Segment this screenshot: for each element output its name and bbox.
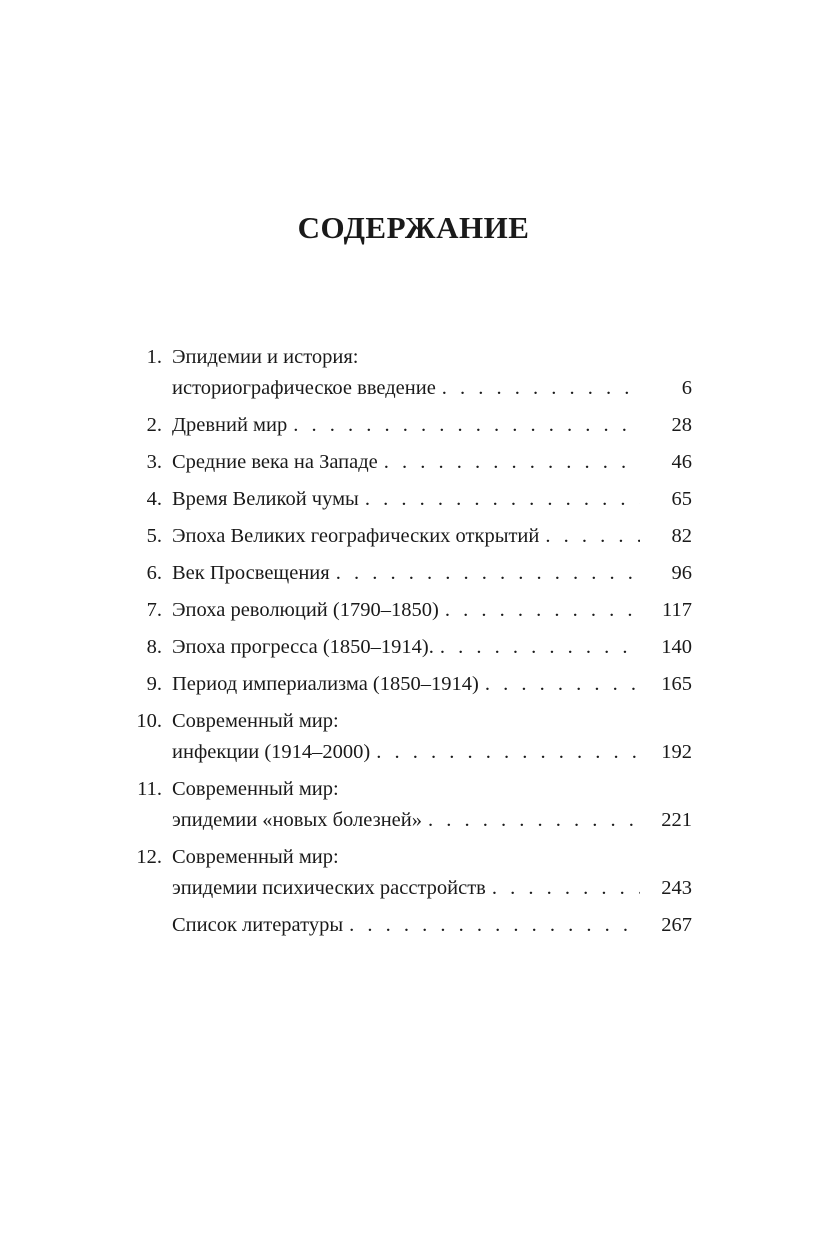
toc-entry-number: 4. [146, 488, 162, 510]
toc-entry-line [172, 805, 692, 836]
toc-entry-body [172, 706, 692, 768]
toc-entry-line [172, 774, 692, 805]
toc-entry-title: Современный мир: [172, 778, 339, 800]
toc-entry-number: 9. [146, 673, 162, 695]
dot-leader [293, 410, 640, 441]
toc-entry-number: 3. [146, 451, 162, 473]
toc-entry-line [172, 558, 692, 589]
toc-entry-page-number: 243 [661, 877, 692, 899]
toc-entry-body [172, 558, 692, 589]
toc-entry-line [172, 737, 692, 768]
toc-entry [120, 669, 692, 700]
toc-entry-title: Эпоха прогресса (1850–1914). [172, 636, 434, 658]
toc-entry-number: 10. [136, 710, 162, 732]
dot-leader [492, 873, 640, 904]
toc-entry-title: Современный мир: [172, 710, 339, 732]
toc-entry-page-number: 267 [661, 914, 692, 936]
toc-entry-title: инфекции (1914–2000) [172, 741, 371, 763]
toc-entry-page-number: 46 [671, 451, 692, 473]
dot-leader [545, 521, 640, 552]
toc-entry-body [172, 447, 692, 478]
toc-entry-page-number: 28 [671, 414, 692, 436]
toc-entry-line [172, 669, 692, 700]
toc-entry-line [172, 910, 692, 941]
toc-entry [120, 595, 692, 626]
toc-entry [120, 558, 692, 589]
toc-entry-page-number: 82 [671, 525, 692, 547]
toc-entry-title: Современный мир: [172, 846, 339, 868]
toc-entry-title: Век Просвещения [172, 562, 330, 584]
toc-entry-line [172, 706, 692, 737]
toc-entry-page-number: 165 [661, 673, 692, 695]
toc-entry [120, 447, 692, 478]
toc-entry-line [172, 342, 692, 373]
toc-entry-line [172, 484, 692, 515]
toc-entry-title: Эпоха революций (1790–1850) [172, 599, 439, 621]
toc-entry-title: Время Великой чумы [172, 488, 359, 510]
toc-entry-line [172, 873, 692, 904]
toc-entry-number: 2. [146, 414, 162, 436]
toc-entry-number: 12. [136, 846, 162, 868]
toc-entry [120, 410, 692, 441]
toc-entry-body [172, 910, 692, 941]
toc-entry [120, 706, 692, 768]
toc-entry-title: Период империализма (1850–1914) [172, 673, 479, 695]
dot-leader [428, 805, 640, 836]
toc-entry-body [172, 410, 692, 441]
toc-entry-title: Эпоха Великих географических открытий [172, 525, 540, 547]
toc-entry-page-number: 192 [661, 741, 692, 763]
toc-entry-line [172, 595, 692, 626]
toc-entry-title: Древний мир [172, 414, 288, 436]
toc-entry-line [172, 632, 692, 663]
dot-leader [485, 669, 640, 700]
dot-leader [440, 632, 640, 663]
toc-entry-body [172, 521, 692, 552]
table-of-contents [120, 342, 692, 947]
toc-entry-number: 1. [146, 346, 162, 368]
toc-entry-page-number: 6 [681, 377, 692, 399]
dot-leader [376, 737, 640, 768]
toc-entry-line [172, 447, 692, 478]
toc-entry [120, 521, 692, 552]
toc-entry-title: Список литературы [172, 914, 344, 936]
toc-entry-line [172, 373, 692, 404]
toc-entry-title: историографическое введение [172, 377, 436, 399]
dot-leader [442, 373, 640, 404]
toc-entry-title: Средние века на Западе [172, 451, 378, 473]
toc-entry-line [172, 521, 692, 552]
toc-entry [120, 910, 692, 941]
toc-entry-number: 7. [146, 599, 162, 621]
toc-entry [120, 842, 692, 904]
toc-entry-number: 5. [146, 525, 162, 547]
toc-entry [120, 774, 692, 836]
toc-entry [120, 632, 692, 663]
toc-entry-line [172, 842, 692, 873]
toc-entry-title: Эпидемии и история: [172, 346, 359, 368]
toc-entry-body [172, 669, 692, 700]
toc-entry-body [172, 595, 692, 626]
toc-entry-line [172, 410, 692, 441]
dot-leader [384, 447, 640, 478]
toc-entry-page-number: 221 [661, 809, 692, 831]
toc-entry-title: эпидемии психических расстройств [172, 877, 486, 899]
toc-entry-number: 11. [137, 778, 162, 800]
toc-entry-number: 6. [146, 562, 162, 584]
toc-entry-body [172, 342, 692, 404]
dot-leader [336, 558, 640, 589]
toc-entry-title: эпидемии «новых болезней» [172, 809, 422, 831]
toc-entry-page-number: 96 [671, 562, 692, 584]
dot-leader [365, 484, 640, 515]
dot-leader [445, 595, 640, 626]
toc-entry-page-number: 117 [662, 599, 692, 621]
toc-entry [120, 484, 692, 515]
toc-entry-number: 8. [146, 636, 162, 658]
page-title: СОДЕРЖАНИЕ [297, 210, 530, 245]
toc-entry-body [172, 632, 692, 663]
toc-entry [120, 342, 692, 404]
toc-entry-body [172, 774, 692, 836]
toc-entry-page-number: 65 [671, 488, 692, 510]
toc-entry-body [172, 484, 692, 515]
toc-entry-body [172, 842, 692, 904]
toc-entry-page-number: 140 [661, 636, 692, 658]
dot-leader [349, 910, 640, 941]
